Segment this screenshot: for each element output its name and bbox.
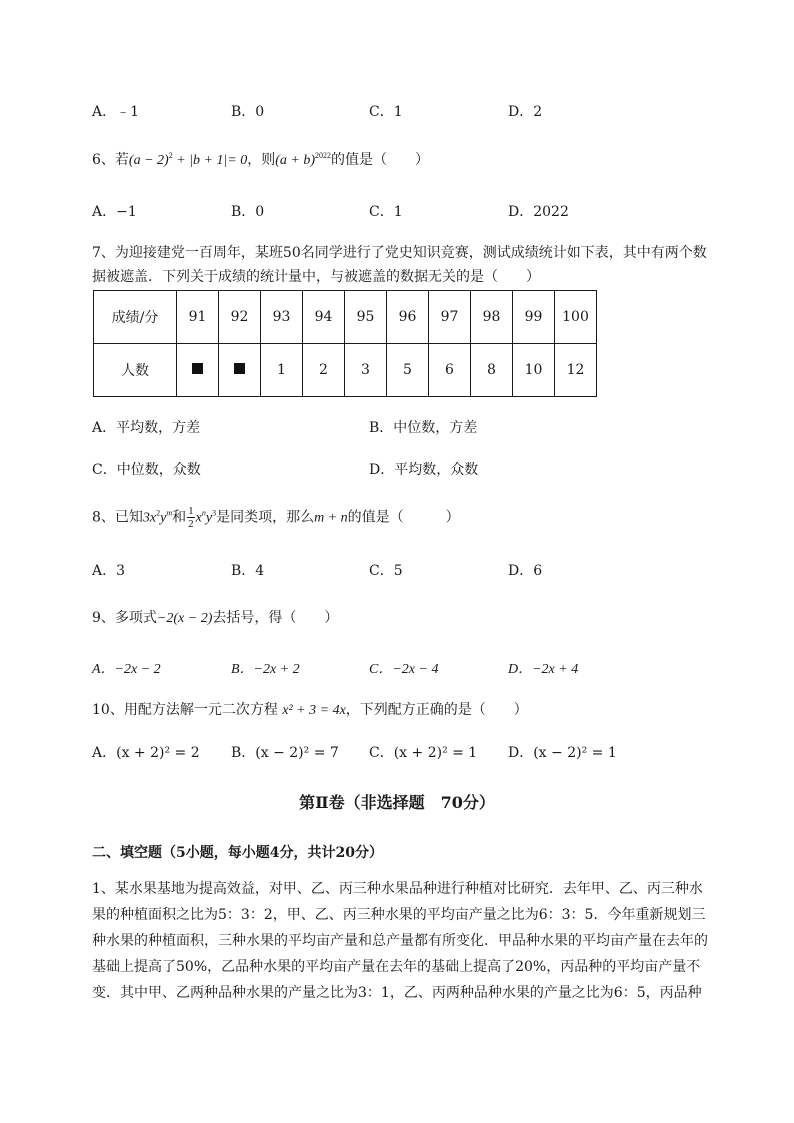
q9-option-c: C．−2x − 4 [369, 662, 439, 677]
fill1-line: 变．其中甲、乙两种品种水果的产量之比为3：1，乙、丙两种品种水果的产量之比为6：5，丙品种 [92, 985, 702, 1001]
score-row-label: 成绩/分 [94, 291, 177, 344]
q9-expr: −2(x − 2) [156, 611, 213, 626]
q10-suffix: ，下列配方正确的是（ ） [345, 702, 528, 718]
q8-option-b: B．4 [231, 563, 265, 579]
q8-term1-yexp: m [166, 508, 173, 518]
q9-stem [92, 607, 338, 627]
q5-option-b: B．0 [231, 104, 265, 120]
count-cell: 12 [555, 344, 597, 397]
q7-option-b: B．中位数，方差 [369, 420, 478, 436]
q6-option-a: A．−1 [92, 204, 137, 220]
q10-expr: x² + 3 = 4x [282, 703, 346, 718]
q9-prefix: 9、多项式 [92, 610, 157, 626]
cover-square-icon [234, 363, 245, 374]
score-cell: 96 [387, 291, 429, 344]
fill1-line: 1、某水果基地为提高效益，对甲、乙、丙三种水果品种进行种植对比研究．去年甲、乙、丙三种水 [92, 881, 703, 897]
q10-option-b: B．(x − 2)² = 7 [231, 745, 339, 761]
count-cell: 5 [387, 344, 429, 397]
q6-suffix: 的值是（ ） [331, 152, 430, 168]
q8-option-c: C．5 [369, 563, 403, 579]
q5-option-a: A．﹣1 [92, 104, 140, 120]
q6-expr-a: (a − 2) [128, 153, 169, 168]
q6-prefix: 6、若 [92, 152, 129, 168]
score-cell: 94 [303, 291, 345, 344]
q6-stem [92, 149, 429, 169]
part2-title: 第Ⅱ卷（非选择题 70分） [299, 793, 495, 812]
count-cell: 6 [429, 344, 471, 397]
q10-option-d: D．(x − 2)² = 1 [508, 745, 617, 761]
q8-term1-exp: 2 [156, 508, 161, 518]
q6-option-b: B．0 [231, 204, 265, 220]
cover-square-icon [192, 363, 203, 374]
q10-stem [92, 699, 528, 719]
count-cell: 3 [345, 344, 387, 397]
q6-exp-b: 2022 [315, 151, 332, 160]
count-cell-hidden [177, 344, 219, 397]
count-cell: 10 [513, 344, 555, 397]
q6-exp-a: 2 [168, 151, 173, 160]
q6-option-c: C．1 [369, 204, 403, 220]
fill1-question [92, 876, 744, 1006]
score-cell: 93 [261, 291, 303, 344]
q8-frac-num: 1 [188, 505, 194, 517]
q8-prefix: 8、已知 [92, 509, 143, 526]
count-row-label: 人数 [94, 344, 177, 397]
q8-term2-xexp: n [201, 508, 206, 518]
q7-stem-line1: 7、为迎接建党一百周年，某班50名同学进行了党史知识竞赛，测试成绩统计如下表，其中有两个数 [92, 245, 707, 261]
q9-option-d: D．−2x + 4 [508, 662, 579, 677]
q7-option-a: A．平均数，方差 [92, 420, 201, 436]
score-cell: 91 [177, 291, 219, 344]
q8-option-a: A．3 [92, 563, 126, 579]
q10-option-a: A．(x + 2)² = 2 [92, 745, 200, 761]
q8-fraction [187, 505, 195, 530]
q6-option-d: D．2022 [508, 204, 569, 220]
count-cell: 2 [303, 344, 345, 397]
section2-heading: 二、填空题（5小题，每小题4分，共计20分） [92, 845, 383, 861]
score-cell: 98 [471, 291, 513, 344]
count-cell: 1 [261, 344, 303, 397]
q8-term2-y: y [205, 510, 213, 526]
q8-term1: 3x [142, 510, 157, 526]
q5-option-d: D．2 [508, 104, 543, 120]
score-cell: 95 [345, 291, 387, 344]
score-cell: 92 [219, 291, 261, 344]
q8-option-d: D．6 [508, 563, 543, 579]
score-table [93, 290, 597, 397]
q8-term2-x: x [195, 510, 202, 526]
count-row [94, 344, 597, 397]
q5-option-c: C．1 [369, 104, 403, 120]
q6-expr-b: (a + b) [275, 153, 316, 168]
q8-expr: m + n [314, 510, 348, 526]
score-cell: 99 [513, 291, 555, 344]
q8-term2-yexp: 3 [212, 508, 217, 518]
q9-option-a: A．−2x − 2 [92, 662, 161, 677]
count-cell-hidden [219, 344, 261, 397]
q8-term1-y: y [160, 510, 167, 526]
q7-option-c: C．中位数，众数 [92, 462, 201, 478]
q10-option-c: C．(x + 2)² = 1 [369, 745, 478, 761]
q10-prefix: 10、用配方法解一元二次方程 [92, 702, 283, 718]
q9-suffix: 去括号，得（ ） [212, 610, 339, 626]
q8-stem [92, 505, 460, 530]
q9-option-b: B．−2x + 2 [231, 662, 300, 677]
fill1-line: 种水果的种植面积，三种水果的平均亩产量和总产量都有所变化．甲品种水果的平均亩产量在去年的 [92, 933, 708, 949]
q6-mid: ，则 [247, 152, 276, 168]
fill1-line: 果的种植面积之比为5：3：2，甲、乙、丙三种水果的平均亩产量之比为6：3：5．今年重新规划三 [92, 907, 706, 923]
score-row [94, 291, 597, 344]
q8-suffix: 的值是（ ） [347, 509, 460, 526]
q7-option-d: D．平均数，众数 [369, 462, 479, 478]
count-cell: 8 [471, 344, 513, 397]
score-cell: 97 [429, 291, 471, 344]
q7-stem-line2: 据被遮盖．下列关于成绩的统计量中，与被遮盖的数据无关的是（ ） [92, 269, 540, 285]
q8-and: 和 [172, 509, 187, 526]
q8-frac-den: 2 [188, 518, 194, 530]
score-cell: 100 [555, 291, 597, 344]
q6-expr-mid: + |b + 1|= 0 [172, 153, 248, 168]
fill1-line: 基础上提高了50%，乙品种水果的平均亩产量在去年的基础上提高了20%，丙品种的平均亩产量不 [92, 959, 701, 975]
q8-mid: 是同类项，那么 [216, 509, 315, 526]
